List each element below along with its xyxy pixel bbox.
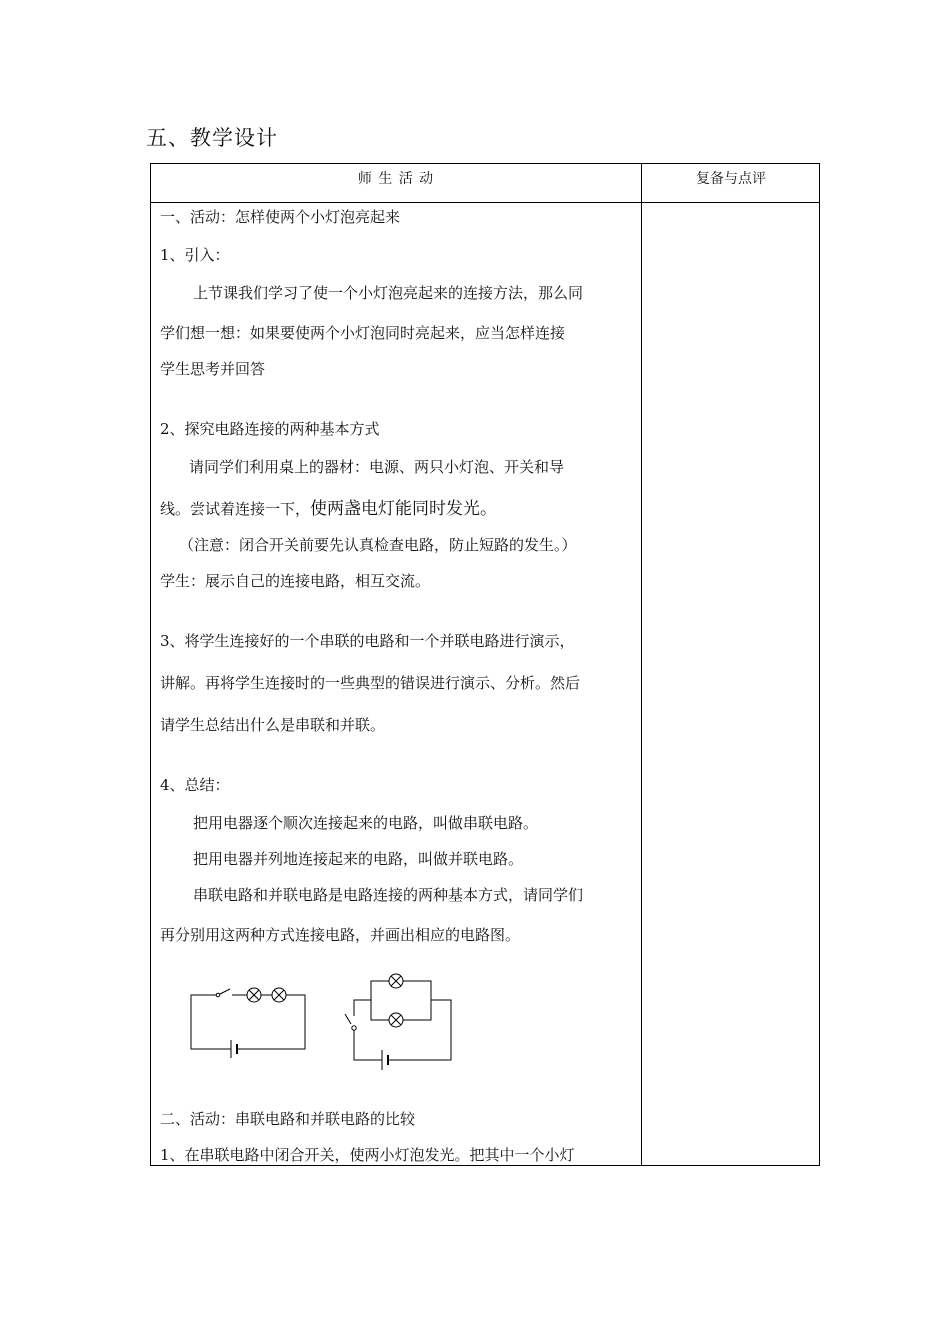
activity1-title: 一、活动：怎样使两个小灯泡亮起来: [160, 208, 401, 226]
safety-note: （注意：闭合开关前要先认真检查电路，防止短路的发生。）: [179, 536, 577, 554]
parallel-circuit-diagram: [345, 974, 451, 1070]
comparison-step1: 1、在串联电路中闭合开关，使两小灯泡发光。把其中一个小灯: [160, 1146, 575, 1164]
explore-paragraph-line2: [160, 494, 497, 519]
intro-title: 1、引入：: [160, 246, 230, 264]
explore-line2-part1: 线。尝试着连接一下，: [160, 500, 311, 518]
lesson-table: [150, 163, 820, 1166]
header-divider: [151, 202, 819, 203]
summary-title: 4、总结：: [160, 776, 230, 794]
demo-line1: 3、将学生连接好的一个串联的电路和一个并联电路进行演示，: [160, 632, 575, 650]
activity2-title: 二、活动：串联电路和并联电路的比较: [160, 1110, 416, 1128]
intro-student-response: 学生思考并回答: [160, 360, 266, 378]
summary-paragraph-line2: 再分别用这两种方式连接电路，并画出相应的电路图。: [160, 926, 521, 944]
col2-header: 复备与点评: [696, 171, 766, 187]
explore-line2-part2: 使两盏电灯能同时发光。: [310, 499, 498, 519]
summary-parallel-definition: 把用电器并列地连接起来的电路，叫做并联电路。: [193, 850, 524, 868]
demo-line2: 讲解。再将学生连接时的一些典型的错误进行演示、分析。然后: [160, 674, 581, 692]
intro-paragraph-line2: 学们想一想：如果要使两个小灯泡同时亮起来，应当怎样连接: [160, 324, 566, 342]
column-divider: [641, 164, 642, 1165]
section-title: 五、教学设计: [146, 126, 278, 150]
explore-paragraph-line1: 请同学们利用桌上的器材：电源、两只小灯泡、开关和导: [189, 458, 565, 476]
demo-line3: 请学生总结出什么是串联和并联。: [160, 716, 386, 734]
summary-paragraph-line1: 串联电路和并联电路是电路连接的两种基本方式，请同学们: [193, 886, 584, 904]
student-exchange: 学生：展示自己的连接电路，相互交流。: [160, 572, 431, 590]
col1-header: 师 生 活 动: [357, 171, 435, 187]
explore-title: 2、探究电路连接的两种基本方式: [160, 420, 380, 438]
summary-series-definition: 把用电器逐个顺次连接起来的电路，叫做串联电路。: [193, 814, 539, 832]
series-circuit-diagram: [191, 988, 305, 1058]
circuit-diagrams: [171, 964, 491, 1104]
intro-paragraph-line1: 上节课我们学习了使一个小灯泡亮起来的连接方法，那么同: [193, 284, 584, 302]
